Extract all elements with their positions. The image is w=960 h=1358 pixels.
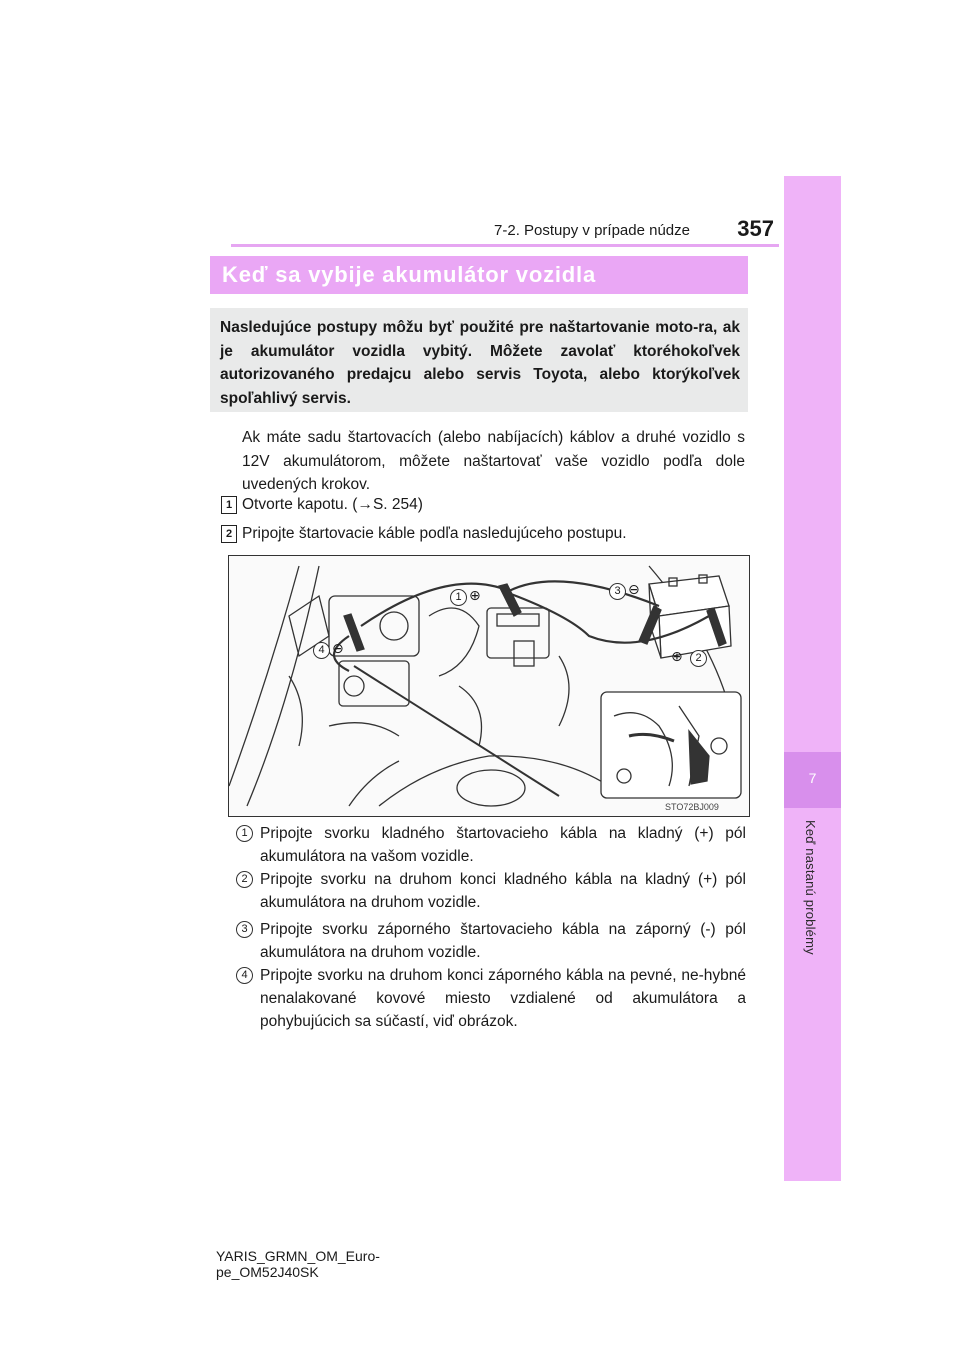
jump-start-illustration xyxy=(228,555,750,817)
item-number-2: 2 xyxy=(236,871,253,888)
section-header: 7-2. Postupy v prípade núdze xyxy=(494,222,690,239)
chapter-side-tab xyxy=(784,176,841,1181)
item-number-1: 1 xyxy=(236,825,253,842)
callout-2: 2 xyxy=(690,650,707,667)
callout-3: 3 xyxy=(609,583,626,600)
engine-bay-drawing xyxy=(229,556,749,816)
minus-symbol: ⊖ xyxy=(332,640,344,656)
step-text: Pripojte štartovacie káble podľa nasledujúceho postupu. xyxy=(242,525,627,542)
header-divider xyxy=(231,244,779,247)
intro-text: Nasledujúce postupy môžu byť použité pre naštartovanie moto-ra, ak je akumulátor vozidla vybitý. Môžete zavolať ktoréhokoľvek autorizovaného predajcu alebo servis Toyota, alebo ktorýkoľvek spoľahlivý servis. xyxy=(220,319,740,407)
callout-4: 4 xyxy=(313,642,330,659)
callout-1: 1 xyxy=(450,589,467,606)
minus-symbol: ⊖ xyxy=(628,581,640,597)
plus-symbol: ⊕ xyxy=(671,648,683,664)
item-text: Pripojte svorku kladného štartovacieho kábla na kladný (+) pól akumulátora na vašom vozidle. xyxy=(260,825,746,865)
item-number-3: 3 xyxy=(236,921,253,938)
item-text: Pripojte svorku na druhom konci kladného kábla na kladný (+) pól akumulátora na druhom vozidle. xyxy=(260,871,746,911)
body-paragraph: Ak máte sadu štartovacích (alebo nabíjacích) káblov a druhé vozidlo s 12V akumulátorom, môžete naštartovať vaše vozidlo podľa dole uvedených krokov. xyxy=(242,429,745,493)
chapter-title: Keď nastanú problémy xyxy=(803,820,818,955)
step-number-badge: 1 xyxy=(221,496,237,514)
document-code-line-2: pe_OM52J40SK xyxy=(216,1264,319,1280)
item-text: Pripojte svorku na druhom konci záporného kábla na pevné, ne-hybné nenalakované kovové miesto vzdialené od akumulátora a pohybujúcich sa súčastí, viď obrázok. xyxy=(260,967,746,1030)
chapter-number: 7 xyxy=(808,770,817,786)
page-title: Keď sa vybije akumulátor vozidla xyxy=(222,262,596,287)
page-number: 357 xyxy=(737,216,774,241)
step-text: Otvorte kapotu. (→S. 254) xyxy=(242,496,423,513)
figure-code: STO72BJ009 xyxy=(665,802,719,812)
item-number-4: 4 xyxy=(236,967,253,984)
plus-symbol: ⊕ xyxy=(469,587,481,603)
item-text: Pripojte svorku záporného štartovacieho kábla na záporný (-) pól akumulátora na druhom vozidle. xyxy=(260,921,746,961)
document-code xyxy=(216,1248,380,1280)
document-code-line-1: YARIS_GRMN_OM_Euro- xyxy=(216,1248,380,1264)
step-number-badge: 2 xyxy=(221,525,237,543)
